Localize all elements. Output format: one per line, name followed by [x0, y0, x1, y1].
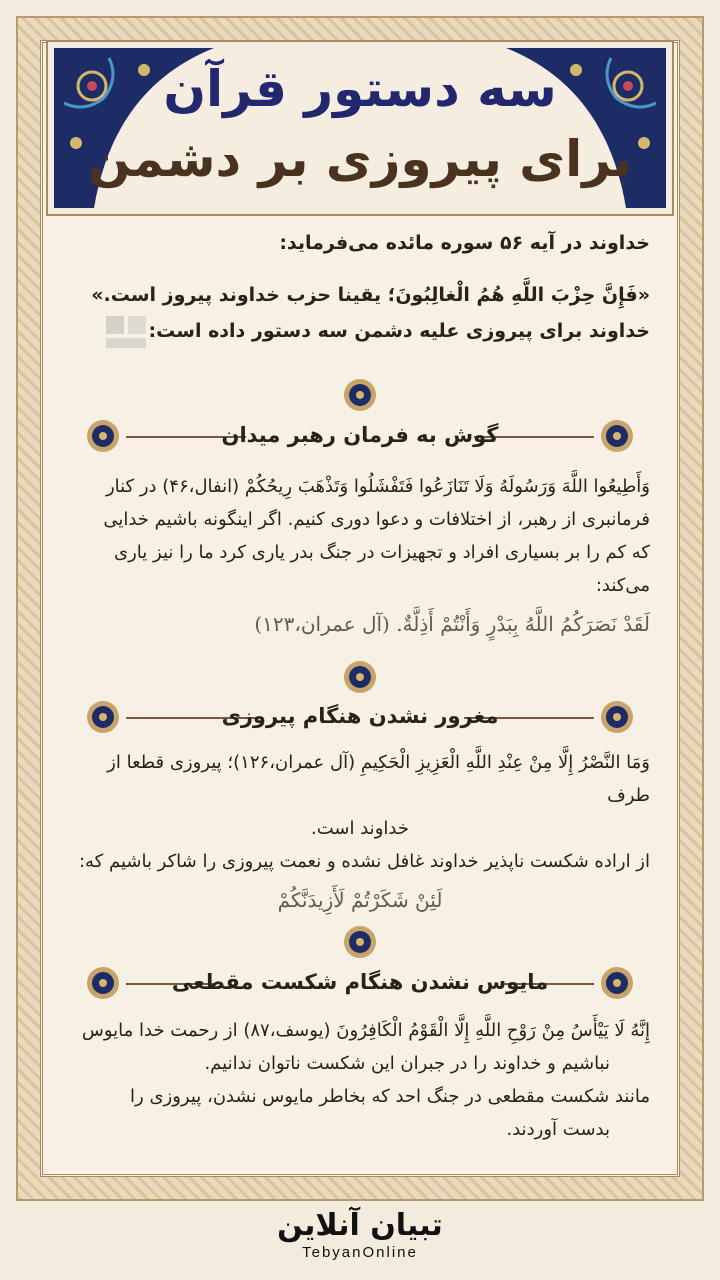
section-3-line-1: إِنَّهُ لَا یَیْأَسُ مِنْ رَوْحِ اللَّهِ إِلَّا الْقَوْمُ الْکَافِرُونَ (یوسف،۸۷) از رحمت خدا مایوس: [81, 1020, 650, 1041]
medallion-icon: [343, 660, 377, 694]
title-line-1: سه دستور قرآن: [163, 60, 557, 118]
section-2-line-1: وَمَا النَّصْرُ إِلَّا مِنْ عِنْدِ اللَّهِ الْعَزِیزِ الْحَکِیمِ (آل عمران،۱۲۶)؛ پیروزی قطعا از طرف: [107, 752, 650, 806]
section-3-line-3: مانند شکست مقطعی در جنگ احد که بخاطر مایوس نشدن، پیروزی را: [130, 1086, 650, 1107]
intro-line-1: خداوند در آیه ۵۶ سوره مائده می‌فرماید:: [279, 232, 650, 254]
intro-line-2: «فَإِنَّ حِزْبَ اللَّهِ هُمُ الْغالِبُونَ؛ یقینا حزب خداوند پیروز است.»: [91, 284, 650, 306]
section-1-line-3: که کم را بر بسیاری افراد و تجهیزات در جنگ بدر یاری کرد ما را نیز یاری می‌کند:: [114, 542, 650, 596]
medallion-icon: [343, 925, 377, 959]
footer-brand-en: TebyanOnline: [302, 1244, 418, 1261]
section-2-header: [72, 698, 648, 738]
medallion-icon: [343, 378, 377, 412]
title-banner: [46, 40, 674, 216]
section-2-title: مغرور نشدن هنگام پیروزی: [221, 704, 499, 728]
footer-brand: تبیان آنلاین: [277, 1208, 443, 1243]
section-2-line-3: از اراده شکست ناپذیر خداوند غافل نشده و نعمت پیروزی را شاکر باشیم که:: [78, 851, 650, 872]
section-1-line-1: وَأَطِیعُوا اللَّهَ وَرَسُولَهُ وَلَا تَنَازَعُوا فَتَفْشَلُوا وَتَذْهَبَ رِیحُکُمْ (انفال،۴۶) در کنار: [105, 476, 650, 497]
section-1-line-2: فرمانبری از رهبر، از اختلافات و دعوا دوری کنیم. اگر اینگونه باشیم خدایی: [103, 509, 650, 530]
section-1-title: گوش به فرمان رهبر میدان: [221, 423, 499, 447]
section-3-body: [70, 1014, 650, 1146]
section-3-line-4: بدست آوردند.: [506, 1119, 610, 1140]
section-2-line-4: لَئِنْ شَکَرْتُمْ لَأَزِیدَنَّکُمْ: [277, 888, 443, 912]
section-2-line-2: خداوند است.: [311, 818, 409, 839]
section-1-header: [72, 417, 648, 457]
intro-line-3: خداوند برای پیروزی علیه دشمن سه دستور داده است:: [148, 320, 650, 342]
section-3-header: [72, 964, 648, 1004]
section-3-line-2: نباشیم و خداوند را در جبران این شکست ناتوان ندانیم.: [204, 1053, 610, 1074]
section-3-title: مایوس نشدن هنگام شکست مقطعی: [171, 970, 549, 994]
section-2-body: [70, 746, 650, 917]
title-line-2: برای پیروزی بر دشمن: [87, 130, 633, 188]
section-1-body: [70, 470, 650, 641]
section-1-line-4: لَقَدْ نَصَرَکُمُ اللَّهُ بِبَدْرٍ وَأَنْتُمْ أَذِلَّةٌ. (آل عمران،۱۲۳): [254, 612, 650, 636]
